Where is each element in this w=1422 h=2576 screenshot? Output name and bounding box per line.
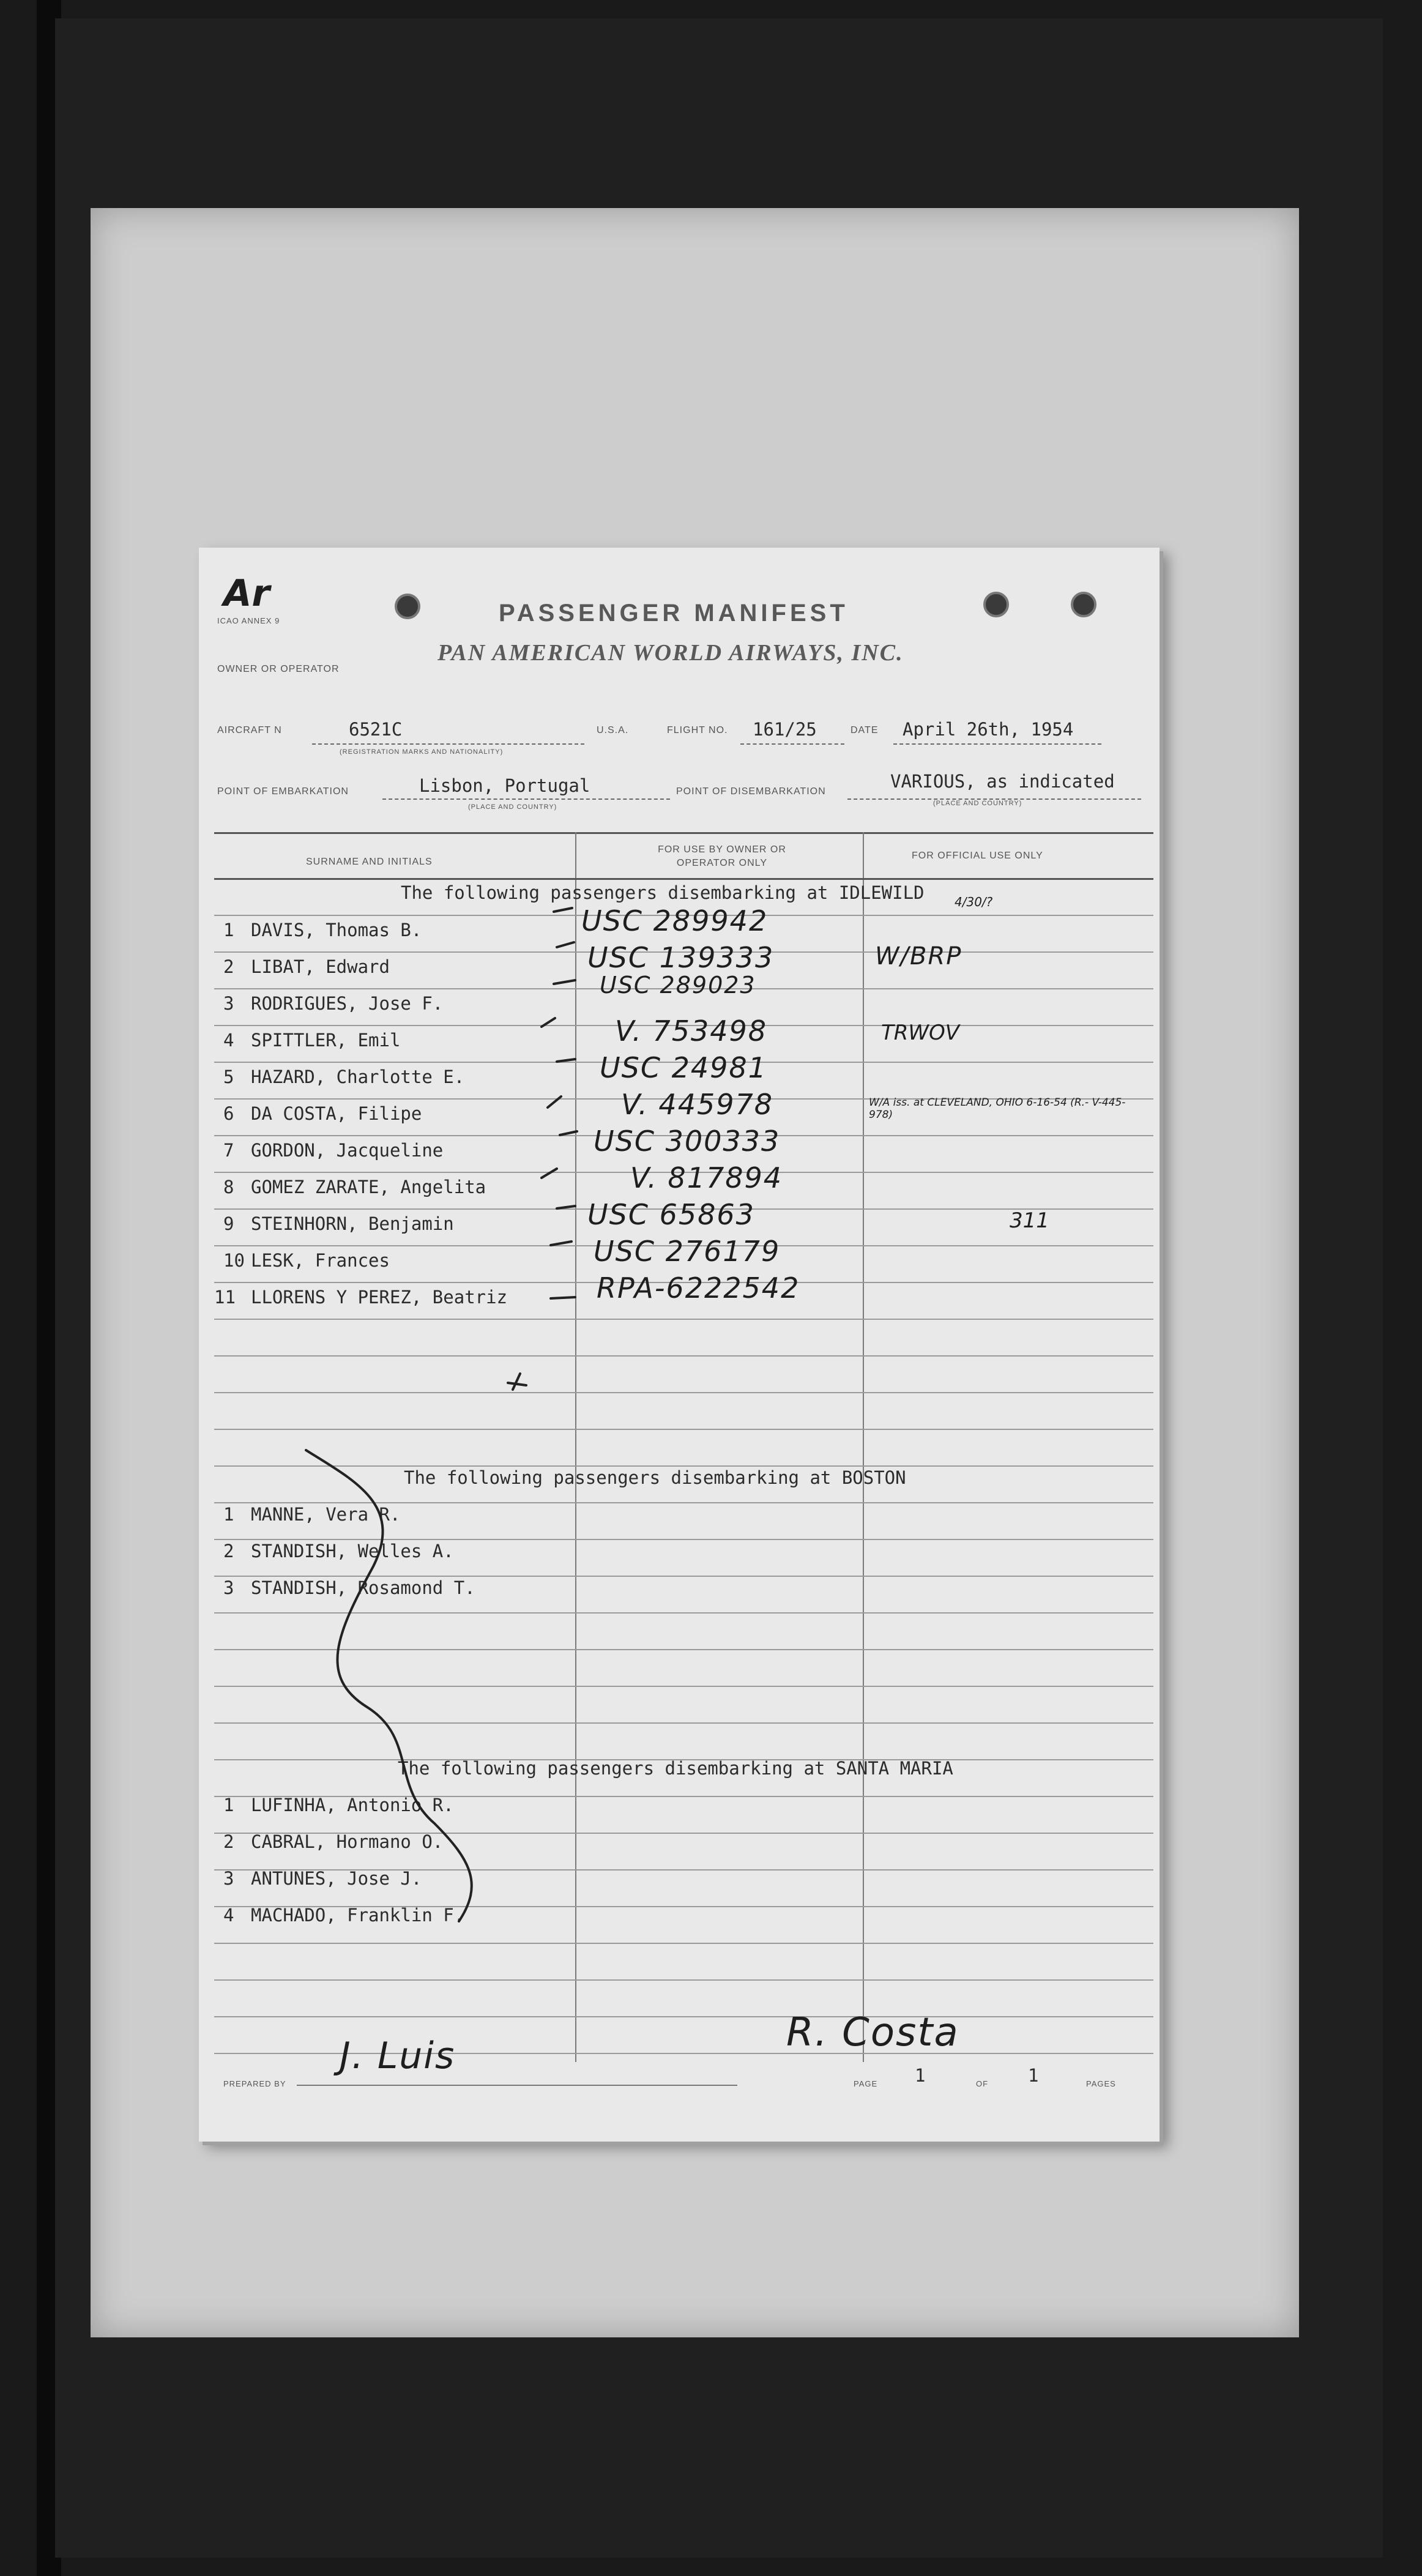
row-number: 7 xyxy=(223,1140,234,1161)
registration-note: (REGISTRATION MARKS AND NATIONALITY) xyxy=(340,748,504,756)
row-number: 1 xyxy=(223,1504,234,1525)
group-header-boston: The following passengers disembarking at BOSTON xyxy=(404,1467,906,1488)
row-number: 4 xyxy=(223,1030,234,1051)
place-note-1: (PLACE AND COUNTRY) xyxy=(468,803,557,811)
signature-approval: R. Costa xyxy=(786,2010,959,2055)
passenger-name: LESK, Frances xyxy=(251,1250,390,1271)
form-title: PASSENGER MANIFEST xyxy=(499,600,849,627)
passenger-name: STANDISH, Welles A. xyxy=(251,1541,454,1562)
punch-hole-right xyxy=(1071,592,1096,617)
flight-value: 161/25 xyxy=(753,719,817,740)
group-header-idlewild: The following passengers disembarking at IDLEWILD xyxy=(401,882,925,903)
owner-label: OWNER OR OPERATOR xyxy=(217,664,340,674)
group-header-santa-maria: The following passengers disembarking at SANTA MARIA xyxy=(398,1758,953,1779)
disembarkation-value: VARIOUS, as indicated xyxy=(890,771,1115,792)
passenger-name: HAZARD, Charlotte E. xyxy=(251,1067,465,1087)
row-number: 11 xyxy=(214,1287,236,1308)
pages-label: PAGES xyxy=(1086,2079,1116,2088)
passport-number: USC 300333 xyxy=(594,1125,781,1158)
manifest-table xyxy=(214,832,1153,2062)
prepared-by-line xyxy=(297,2085,737,2086)
row-number: 4 xyxy=(223,1905,234,1926)
row-number: 2 xyxy=(223,1831,234,1852)
prepared-by-label: PREPARED BY xyxy=(223,2079,286,2088)
row-number: 1 xyxy=(223,1795,234,1815)
punch-hole-left xyxy=(395,594,420,619)
aircraft-label: AIRCRAFT N xyxy=(217,725,282,735)
passport-number: USC 139333 xyxy=(587,941,775,974)
row-number: 5 xyxy=(223,1067,234,1087)
passenger-name: DAVIS, Thomas B. xyxy=(251,920,422,940)
flight-field-line xyxy=(740,743,844,745)
date-label: DATE xyxy=(851,725,879,735)
pages-total: 1 xyxy=(1028,2065,1039,2086)
passport-number: USC 289942 xyxy=(581,904,769,937)
passenger-name: LLORENS Y PEREZ, Beatriz xyxy=(251,1287,508,1308)
passenger-name: STANDISH, Rosamond T. xyxy=(251,1577,475,1598)
passenger-name: STEINHORN, Benjamin xyxy=(251,1213,454,1234)
small-tick-mark xyxy=(508,1374,526,1390)
embarkation-label: POINT OF EMBARKATION xyxy=(217,786,349,797)
row-number: 1 xyxy=(223,920,234,940)
passenger-name: LIBAT, Edward xyxy=(251,956,390,977)
signature-prepared: J. Luis xyxy=(340,2034,456,2077)
dash-mark xyxy=(551,1297,575,1298)
disembarkation-label: POINT OF DISEMBARKATION xyxy=(676,786,826,797)
passenger-name: RODRIGUES, Jose F. xyxy=(251,993,444,1014)
passenger-name: ANTUNES, Jose J. xyxy=(251,1868,422,1889)
row-number: 10 xyxy=(223,1250,245,1271)
place-note-2: (PLACE AND COUNTRY) xyxy=(933,800,1022,807)
passport-number: RPA-6222542 xyxy=(597,1271,800,1305)
passport-number: USC 289023 xyxy=(600,972,756,999)
row-number: 2 xyxy=(223,1541,234,1562)
aircraft-field-line xyxy=(312,743,584,745)
passenger-name: SPITTLER, Emil xyxy=(251,1030,401,1051)
passenger-name: GOMEZ ZARATE, Angelita xyxy=(251,1177,486,1197)
check-marks xyxy=(542,908,577,1245)
row-number: 8 xyxy=(223,1177,234,1197)
passport-number: V. 445978 xyxy=(621,1088,774,1121)
passport-number: USC 276179 xyxy=(594,1235,781,1268)
passenger-name: MACHADO, Franklin F. xyxy=(251,1905,465,1926)
date-field-line xyxy=(893,743,1101,745)
official-note: 4/30/? xyxy=(955,895,993,909)
page-label: PAGE xyxy=(854,2079,878,2088)
pen-marks xyxy=(214,832,1153,2062)
column-header-owner-use: FOR USE BY OWNER OR OPERATOR ONLY xyxy=(658,844,786,868)
page-number: 1 xyxy=(915,2065,926,2086)
date-value: April 26th, 1954 xyxy=(903,719,1074,740)
passport-number: V. 817894 xyxy=(630,1161,783,1194)
passenger-name: GORDON, Jacqueline xyxy=(251,1140,444,1161)
corner-mark: Ar xyxy=(223,572,270,615)
passenger-name: DA COSTA, Filipe xyxy=(251,1103,422,1124)
row-number: 6 xyxy=(223,1103,234,1124)
row-number: 2 xyxy=(223,956,234,977)
row-number: 3 xyxy=(223,993,234,1014)
official-note: 311 xyxy=(1010,1208,1049,1233)
row-number: 9 xyxy=(223,1213,234,1234)
row-number: 3 xyxy=(223,1577,234,1598)
embarkation-value: Lisbon, Portugal xyxy=(419,775,590,796)
flight-label: FLIGHT NO. xyxy=(667,725,728,735)
punch-hole-middle xyxy=(983,592,1009,617)
wavy-scribble xyxy=(306,1450,472,1921)
column-header-surname: SURNAME AND INITIALS xyxy=(306,857,433,867)
row-number: 3 xyxy=(223,1868,234,1889)
aircraft-value: 6521C xyxy=(349,719,403,740)
passport-number: USC 65863 xyxy=(587,1198,755,1231)
official-note: W/BRP xyxy=(875,942,962,970)
of-label: OF xyxy=(976,2079,989,2088)
official-note: TRWOV xyxy=(881,1021,960,1045)
passenger-name: CABRAL, Hormano O. xyxy=(251,1831,444,1852)
column-header-official-use: FOR OFFICIAL USE ONLY xyxy=(912,851,1043,861)
company-name: PAN AMERICAN WORLD AIRWAYS, INC. xyxy=(437,640,904,666)
corner-code: ICAO ANNEX 9 xyxy=(217,616,280,625)
usa-label: U.S.A. xyxy=(597,725,629,735)
manifest-sheet xyxy=(199,548,1160,2142)
passenger-name: LUFINHA, Antonio R. xyxy=(251,1795,454,1815)
official-note: W/A iss. at CLEVELAND, OHIO 6-16-54 (R.- V-445-978) xyxy=(869,1096,1126,1121)
passport-number: USC 24981 xyxy=(600,1051,767,1084)
passport-number: V. 753498 xyxy=(615,1014,768,1048)
embarkation-field-line xyxy=(382,798,670,800)
passenger-name: MANNE, Vera R. xyxy=(251,1504,401,1525)
